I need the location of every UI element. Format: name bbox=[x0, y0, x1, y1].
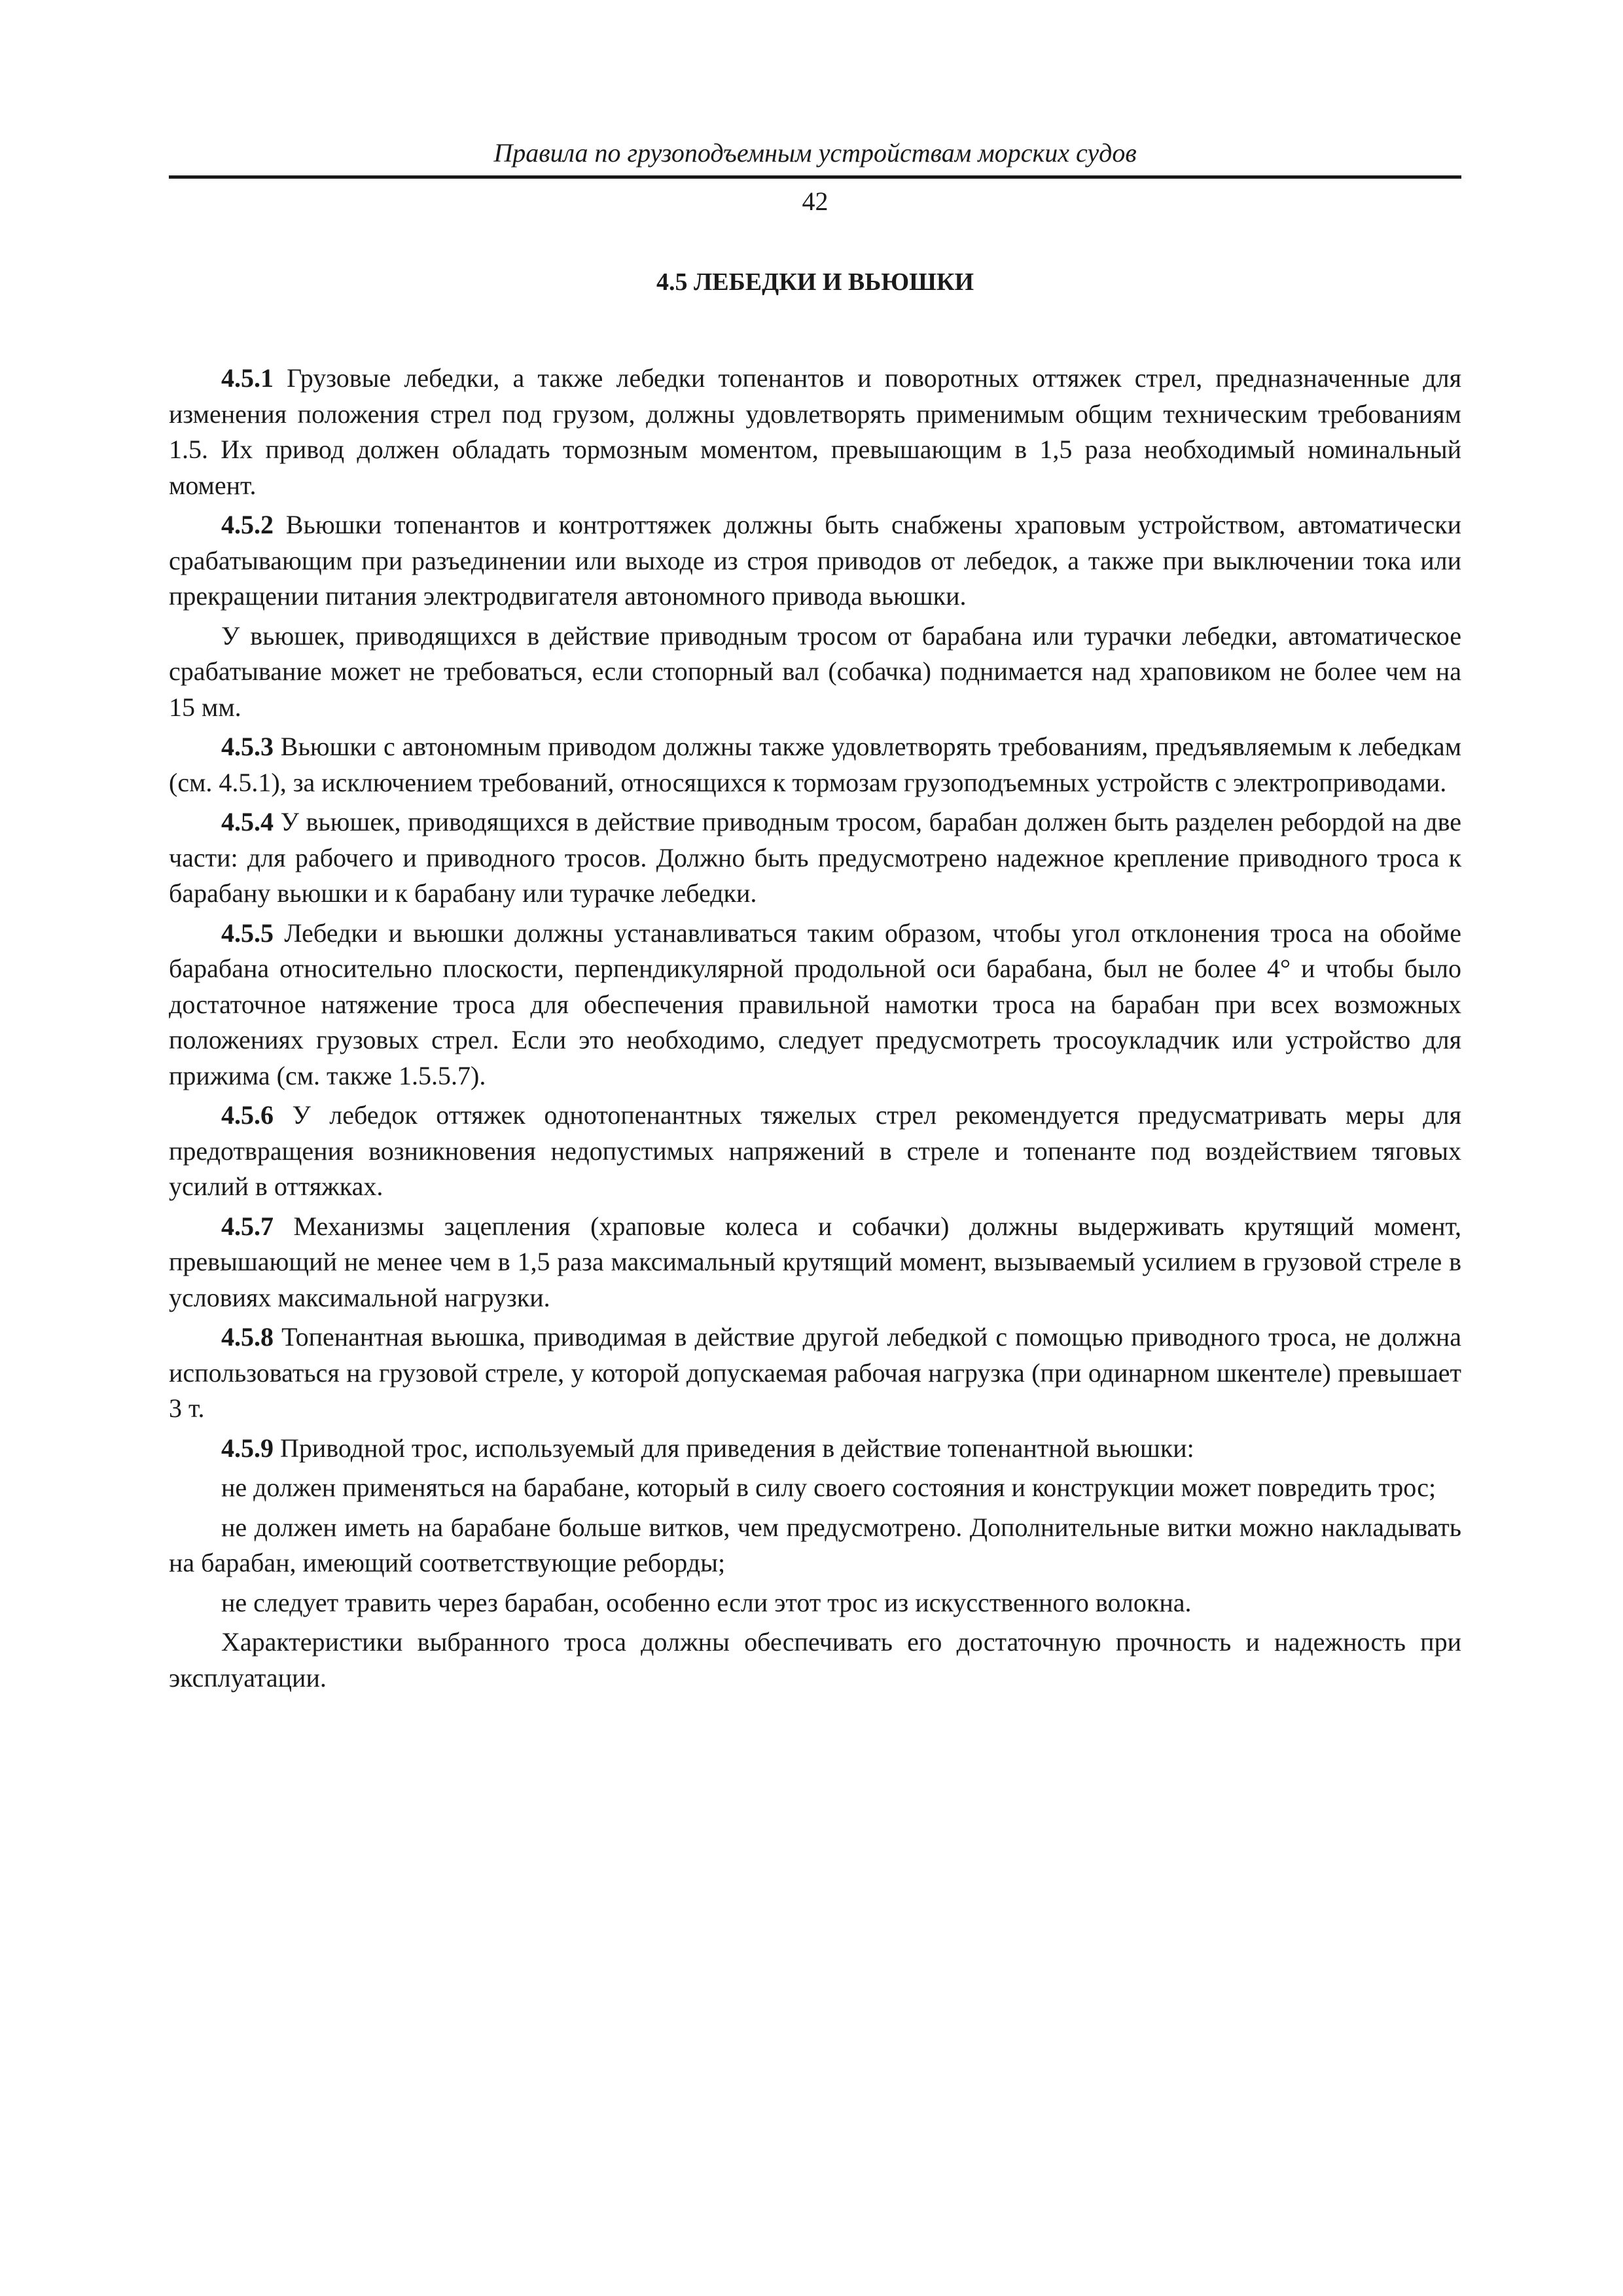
clause-number: 4.5.7 bbox=[221, 1211, 274, 1241]
paragraph-4-5-2-cont bbox=[169, 619, 1461, 726]
paragraph-text: У вьюшек, приводящихся в действие приводным тросом, барабан должен быть разделен ребордой на две части: для рабочего и приводного тросов. Должно быть предусмотрено надежное крепление приводного троса к барабану вьюшки и к барабану или турачке лебедки. bbox=[169, 807, 1461, 908]
paragraph-text: Характеристики выбранного троса должны обеспечивать его достаточную прочность и надежность при эксплуатации. bbox=[169, 1627, 1461, 1693]
paragraph-4-5-3 bbox=[169, 729, 1461, 800]
header-rule bbox=[169, 175, 1461, 179]
paragraph-text: не следует травить через барабан, особенно если этот трос из искусственного волокна. bbox=[221, 1587, 1192, 1617]
paragraph-4-5-5 bbox=[169, 916, 1461, 1094]
clause-number: 4.5.2 bbox=[221, 510, 274, 539]
paragraph-text: Вьюшки с автономным приводом должны также удовлетворять требованиям, предъявляемым к лебедкам (см. 4.5.1), за исключением требований, относящихся к тормозам грузоподъемных устройств с электроприводами. bbox=[169, 732, 1461, 797]
paragraph-text: Грузовые лебедки, а также лебедки топенантов и поворотных оттяжек стрел, предназначенные для изменения положения стрел под грузом, должны удовлетворять применимым общим техническим требованиям 1.5. Их привод должен обладать тормозным моментом, превышающим в 1,5 раза необходимый номинальный момент. bbox=[169, 363, 1461, 500]
paragraph-4-5-1 bbox=[169, 361, 1461, 503]
section-title: 4.5 ЛЕБЕДКИ И ВЬЮШКИ bbox=[656, 268, 974, 296]
paragraph-text: не должен иметь на барабане больше витков, чем предусмотрено. Дополнительные витки можно накладывать на барабан, имеющий соответствующие реборды; bbox=[169, 1512, 1461, 1577]
paragraph-4-5-7 bbox=[169, 1209, 1461, 1316]
paragraph-text: Лебедки и вьюшки должны устанавливаться таким образом, чтобы угол отклонения троса на обойме барабана относительно плоскости, перпендикулярной продольной оси барабана, был не более 4° и чтобы было достаточное натяжение троса для обеспечения правильной намотки троса на барабан при всех возможных положениях грузовых стрел. Если это необходимо, следует предусмотреть тросоукладчик или устройство для прижима (см. также 1.5.5.7). bbox=[169, 918, 1461, 1090]
clause-number: 4.5.3 bbox=[221, 732, 274, 761]
section-body bbox=[169, 361, 1461, 1700]
clause-number: 4.5.8 bbox=[221, 1322, 274, 1352]
list-item bbox=[169, 1470, 1461, 1506]
list-item bbox=[169, 1510, 1461, 1581]
paragraph-text: У вьюшек, приводящихся в действие приводным тросом от барабана или турачки лебедки, автоматическое срабатывание может не требоваться, если стопорный вал (собачка) поднимается над храповиком не более чем на 15 мм. bbox=[169, 620, 1461, 722]
paragraph-text: У лебедок оттяжек однотопенантных тяжелых стрел рекомендуется предусматривать меры для предотвращения возникновения недопустимых напряжений в стреле и топенанте под воздействием тяговых усилий в оттяжках. bbox=[169, 1100, 1461, 1201]
paragraph-text: Вьюшки топенантов и контроттяжек должны быть снабжены храповым устройством, автоматически срабатывающим при разъединении или выходе из строя приводов от лебедок, а также при выключении тока или прекращении питания электродвигателя автономного привода вьюшки. bbox=[169, 510, 1461, 611]
list-item bbox=[169, 1585, 1461, 1621]
clause-number: 4.5.6 bbox=[221, 1100, 274, 1130]
paragraph-text: не должен применяться на барабане, который в силу своего состояния и конструкции может повредить трос; bbox=[221, 1473, 1436, 1502]
paragraph-text: Механизмы зацепления (храповые колеса и собачки) должны выдерживать крутящий момент, превышающий не менее чем в 1,5 раза максимальный крутящий момент, вызываемый усилием в грузовой стреле в условиях максимальной нагрузки. bbox=[169, 1211, 1461, 1312]
paragraph-4-5-2 bbox=[169, 507, 1461, 615]
clause-number: 4.5.4 bbox=[221, 807, 274, 836]
paragraph-text: Топенантная вьюшка, приводимая в действие другой лебедкой с помощью приводного троса, не должна использоваться на грузовой стреле, у которой допускаемая рабочая нагрузка (при одинарном шкентеле) превышает 3 т. bbox=[169, 1322, 1461, 1423]
clause-number: 4.5.1 bbox=[221, 363, 274, 393]
paragraph-4-5-6 bbox=[169, 1098, 1461, 1205]
paragraph-4-5-4 bbox=[169, 804, 1461, 912]
clause-number: 4.5.9 bbox=[221, 1433, 274, 1463]
clause-number: 4.5.5 bbox=[221, 918, 274, 948]
paragraph-closing bbox=[169, 1624, 1461, 1696]
paragraph-4-5-8 bbox=[169, 1319, 1461, 1427]
paragraph-text: Приводной трос, используемый для приведения в действие топенантной вьюшки: bbox=[274, 1433, 1194, 1463]
running-title: Правила по грузоподъемным устройствам морских судов bbox=[493, 138, 1137, 168]
paragraph-4-5-9 bbox=[169, 1431, 1461, 1467]
page-number: 42 bbox=[802, 187, 829, 216]
